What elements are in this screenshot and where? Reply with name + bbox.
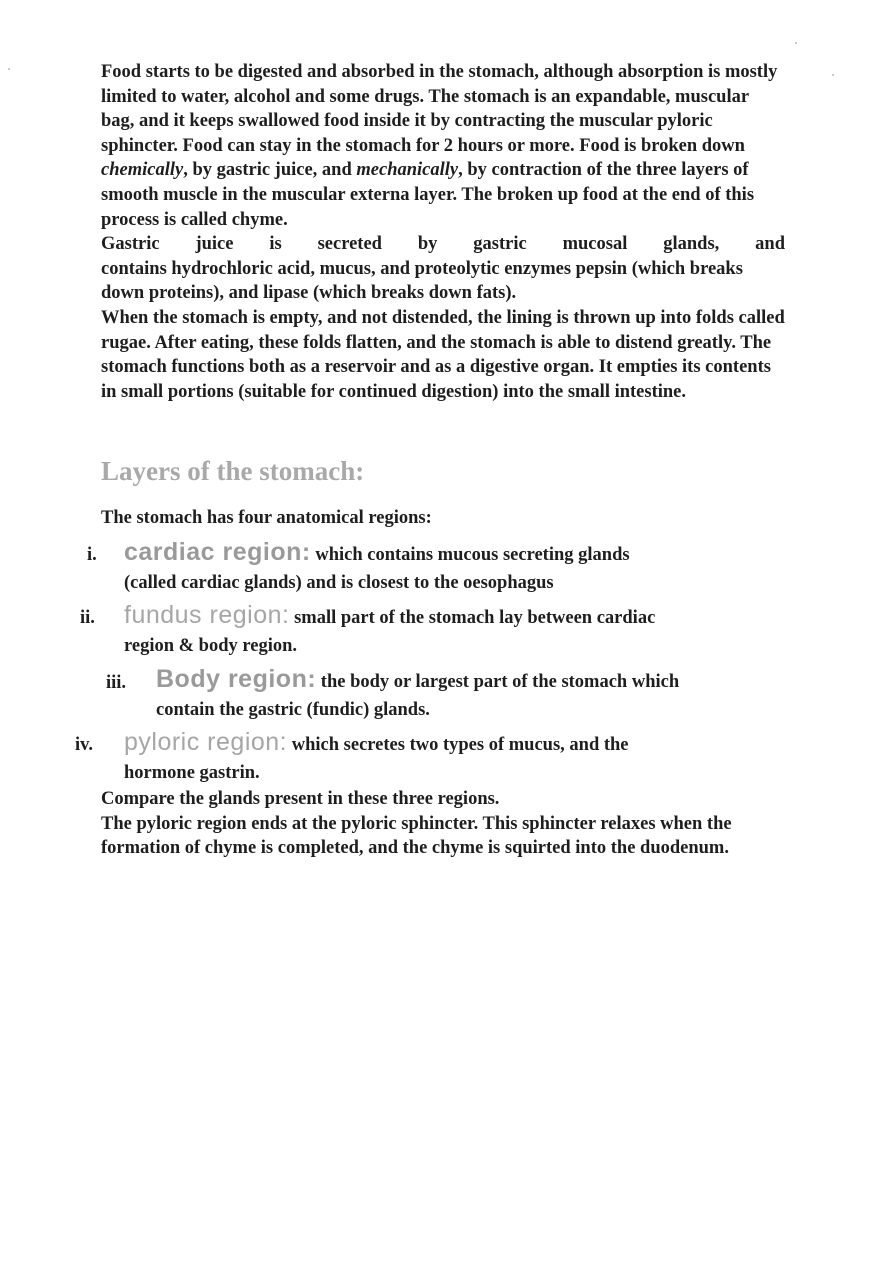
region-desc: (called cardiac glands) and is closest to the oesophagus xyxy=(124,573,554,593)
text-line: Gastric juice is secreted by gastric mucosal glands, and xyxy=(101,234,785,255)
text-run: Food starts to be digested and absorbed in the stomach, although absorption is mostly limited to water, alcohol and some drugs. The stomach is an expandable, muscular bag, and it keeps swallowed food inside it by contracting the muscular pyloric sphincter. Food can stay in the stomach for 2 hours or more. Food is broken down xyxy=(101,62,778,156)
region-desc: the body or largest part of the stomach which xyxy=(320,672,680,692)
list-item-pyloric xyxy=(124,728,629,787)
list-numeral: iv. xyxy=(75,735,93,755)
text-run: , by contraction of the three layers of smooth muscle in the muscular externa layer. The broken up food at the end of this process is called chyme. xyxy=(101,160,755,230)
scan-speck xyxy=(832,74,834,76)
text-run: , by gastric juice, and xyxy=(183,160,357,181)
list-numeral: i. xyxy=(87,545,97,565)
list-item-fundus xyxy=(124,601,655,660)
region-desc: contain the gastric (fundic) glands. xyxy=(156,700,430,720)
region-desc: which contains mucous secreting glands xyxy=(315,545,630,565)
region-term: pyloric region: xyxy=(124,728,288,756)
regions-intro: The stomach has four anatomical regions: xyxy=(101,508,432,528)
paragraph-rugae: When the stomach is empty, and not distended, the lining is thrown up into folds called rugae. After eating, these folds flatten, and the stomach is able to distend greatly. The stomach functions both as a reservoir and as a digestive organ. It empties its contents in small portions (suitable for continued digestion) into the small intestine. xyxy=(101,307,785,402)
list-numeral: iii. xyxy=(106,673,127,693)
intro-text xyxy=(101,60,785,404)
closing-text xyxy=(101,787,785,861)
list-item-body xyxy=(156,665,679,724)
italic-term: chemically xyxy=(101,160,184,181)
region-term: fundus region: xyxy=(124,601,290,629)
region-desc: region & body region. xyxy=(124,636,298,656)
italic-term: mechanically xyxy=(356,160,459,181)
section-heading: Layers of the stomach: xyxy=(101,456,365,486)
list-numeral: ii. xyxy=(80,608,95,628)
compare-line: Compare the glands present in these three regions. xyxy=(101,789,500,809)
region-desc: hormone gastrin. xyxy=(124,763,260,783)
region-term: cardiac region: xyxy=(124,538,311,566)
scan-speck xyxy=(795,42,797,44)
region-term: Body region: xyxy=(156,665,317,693)
scan-speck xyxy=(8,68,10,70)
list-item-cardiac xyxy=(124,538,630,597)
text-run: contains hydrochloric acid, mucus, and proteolytic enzymes pepsin (which breaks down proteins), and lipase (which breaks down fats). xyxy=(101,258,743,304)
paragraph-digestion xyxy=(101,60,785,232)
paragraph-gastric-juice xyxy=(101,232,785,306)
pyloric-sphincter-paragraph: The pyloric region ends at the pyloric sphincter. This sphincter relaxes when the formation of chyme is completed, and the chyme is squirted into the duodenum. xyxy=(101,813,732,859)
region-desc: which secretes two types of mucus, and the xyxy=(291,735,629,755)
region-desc: small part of the stomach lay between cardiac xyxy=(294,608,656,628)
